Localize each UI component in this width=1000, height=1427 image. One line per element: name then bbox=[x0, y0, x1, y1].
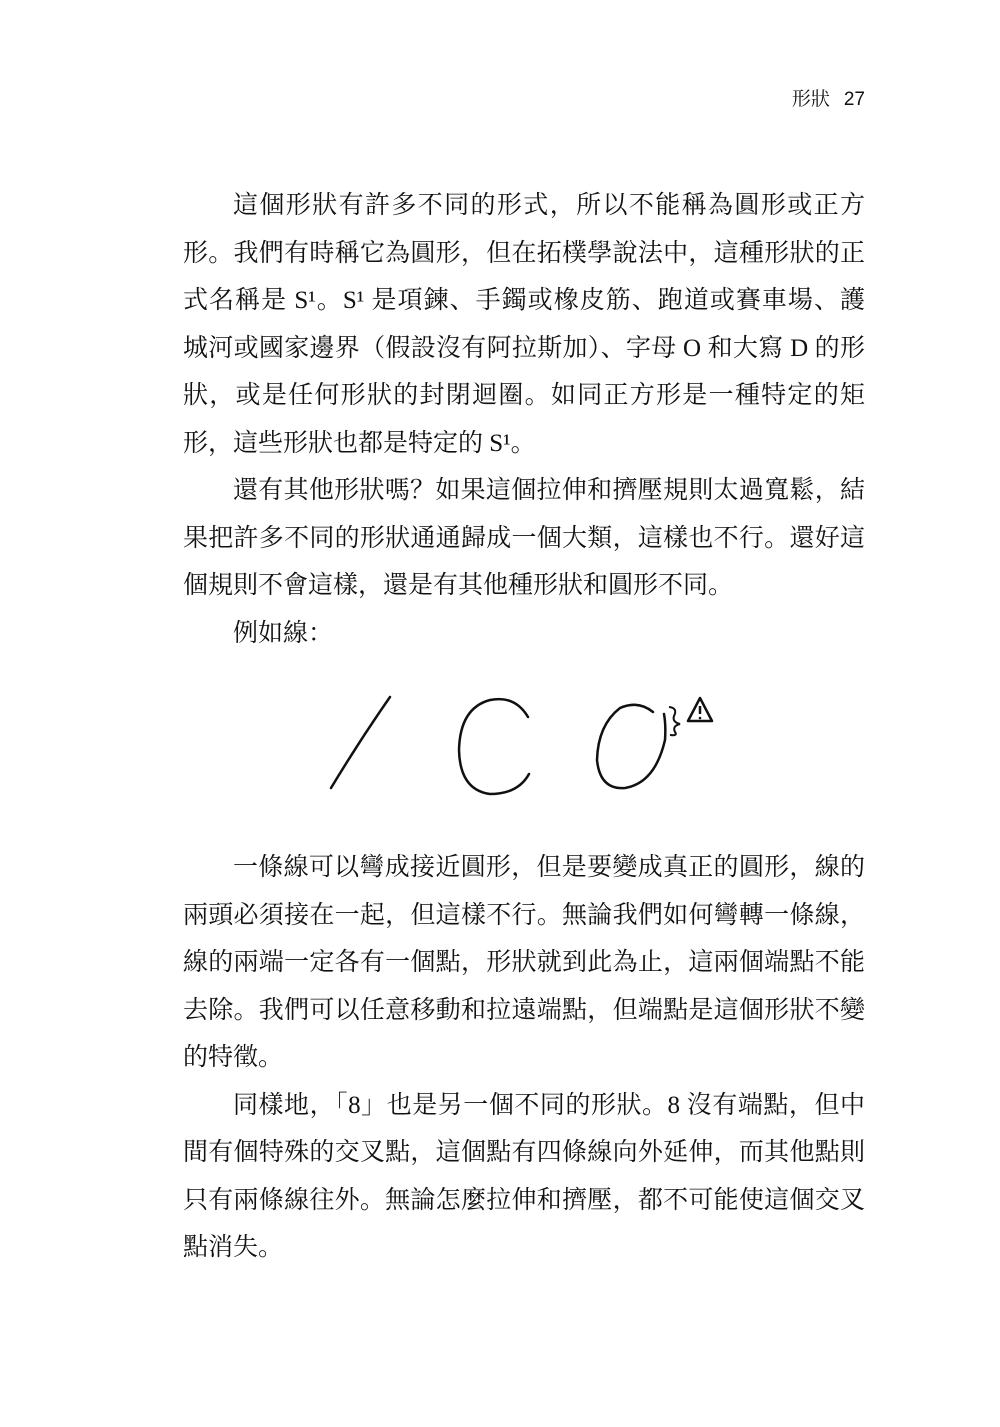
text-line: 去除。我們可以任意移動和拉遠端點，但端點是這個形狀不變 bbox=[183, 996, 865, 1024]
text-line: 還有其他形狀嗎？如果這個拉伸和擠壓規則太過寬鬆，結 bbox=[233, 477, 865, 504]
text-section-1 bbox=[183, 182, 865, 657]
text-line: 形。我們有時稱它為圓形，但在拓樸學說法中，這種形狀的正 bbox=[183, 239, 865, 267]
warning-icon bbox=[688, 698, 712, 721]
text-line: 城河或國家邊界（假設沒有阿拉斯加）、字母 O 和大寫 D 的形 bbox=[183, 334, 865, 362]
text-line: 例如線： bbox=[233, 619, 334, 647]
text-line: 形，這些形狀也都是特定的 S¹。 bbox=[183, 429, 536, 457]
brace-mark bbox=[669, 707, 680, 735]
text-line: 間有個特殊的交叉點，這個點有四條線向外延伸，而其他點則 bbox=[183, 1139, 865, 1166]
open-curve-shape bbox=[459, 699, 529, 794]
line-shape bbox=[331, 697, 390, 788]
running-header bbox=[778, 84, 865, 111]
shapes-figure bbox=[320, 680, 720, 810]
text-line: 點消失。 bbox=[183, 1234, 284, 1261]
text-line: 這個形狀有許多不同的形式，所以不能稱為圓形或正方 bbox=[233, 192, 865, 219]
text-line: 個規則不會這樣，還是有其他種形狀和圓形不同。 bbox=[183, 572, 734, 599]
header-title: 形狀 bbox=[791, 89, 830, 110]
text-line: 一條線可以彎成接近圓形，但是要變成真正的圓形，線的 bbox=[233, 854, 865, 881]
text-line: 式名稱是 S¹。S¹ 是項鍊、手鐲或橡皮筋、跑道或賽車場、護 bbox=[183, 287, 865, 314]
page-number: 27 bbox=[843, 89, 865, 110]
text-line: 線的兩端一定各有一個點，形狀就到此為止，這兩個端點不能 bbox=[183, 949, 865, 976]
text-line: 狀，或是任何形狀的封閉迴圈。如同正方形是一種特定的矩 bbox=[183, 382, 865, 409]
text-line: 同樣地，「8」也是另一個不同的形狀。8 沒有端點，但中 bbox=[233, 1091, 865, 1119]
text-line: 兩頭必須接在一起，但這樣不行。無論我們如何彎轉一條線， bbox=[183, 901, 865, 929]
text-section-2 bbox=[183, 844, 865, 1272]
text-line: 果把許多不同的形狀通通歸成一個大類，這樣也不行。還好這 bbox=[183, 524, 865, 552]
text-line: 只有兩條線往外。無論怎麼拉伸和擠壓，都不可能使這個交叉 bbox=[183, 1186, 865, 1214]
text-line: 的特徵。 bbox=[183, 1044, 284, 1071]
nearly-closed-loop-shape bbox=[597, 705, 665, 788]
